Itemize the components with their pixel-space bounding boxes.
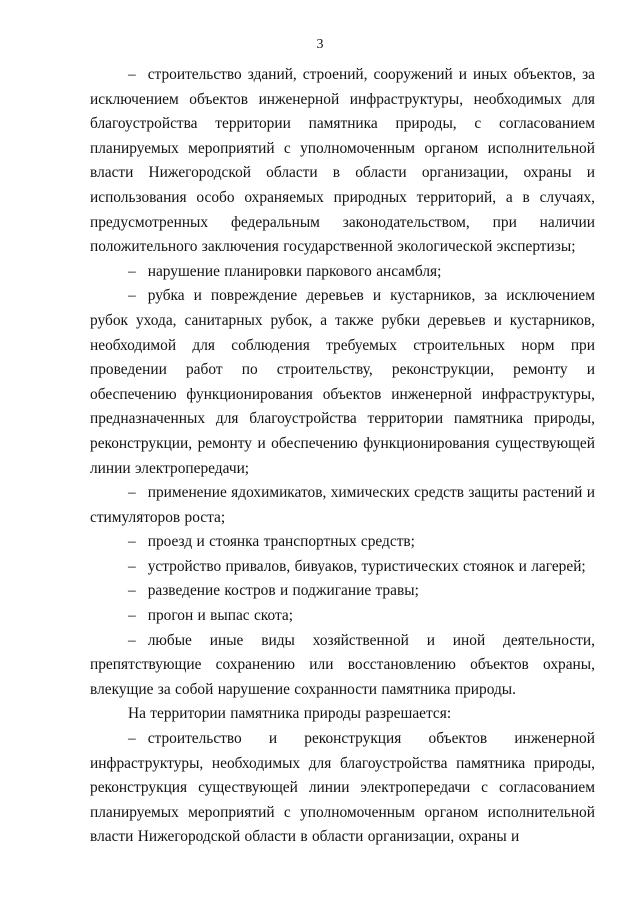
list-item-other-activity: – любые иные виды хозяйственной и иной деятельности, препятствующие сохранению или восстановлению объектов охраны, влекущие за собой нарушение сохранности памятника природы.	[90, 629, 595, 703]
list-item-fires: – разведение костров и поджигание травы;	[90, 579, 595, 604]
list-item-grazing: – прогон и выпас скота;	[90, 604, 595, 629]
list-item-park-layout: – нарушение планировки паркового ансамбля;	[90, 260, 595, 285]
list-item-tree-felling: – рубка и повреждение деревьев и кустарников, за исключением рубок ухода, санитарных рубок, а также рубки деревьев и кустарников, необходимой для соблюдения требуемых строительных норм при проведении работ по строительству, реконструкции, ремонту и обеспечению функционирования объектов инженерной инфраструктуры, предназначенных для благоустройства территории памятника природы, реконструкции, ремонту и обеспечению функционирования существующей линии электропередачи;	[90, 284, 595, 481]
list-item-construction-ban: – строительство зданий, строений, сооружений и иных объектов, за исключением объектов инженерной инфраструктуры, необходимых для благоустройства территории памятника природы, с согласованием планируемых мероприятий с уполномоченным органом исполнительной власти Нижегородской области в области организации, охраны и использования особо охраняемых природных территорий, а в случаях, предусмотренных федеральным законодательством, при наличии положительного заключения государственной экологической экспертизы;	[90, 63, 595, 260]
page-number: 3	[316, 37, 324, 52]
list-item-pesticides: – применение ядохимикатов, химических средств защиты растений и стимуляторов роста;	[90, 481, 595, 530]
list-item-vehicles: – проезд и стоянка транспортных средств;	[90, 530, 595, 555]
document-body	[90, 63, 595, 850]
list-item-camping: – устройство привалов, бивуаков, туристических стоянок и лагерей;	[90, 555, 595, 580]
section-intro-permitted: На территории памятника природы разрешается:	[128, 705, 452, 723]
list-item-permitted-construction: – строительство и реконструкция объектов инженерной инфраструктуры, необходимых для благоустройства памятника природы, реконструкция существующей линии электропередачи с согласованием планируемых мероприятий с уполномоченным органом исполнительной власти Нижегородской области в области организации, охраны и	[90, 727, 595, 850]
